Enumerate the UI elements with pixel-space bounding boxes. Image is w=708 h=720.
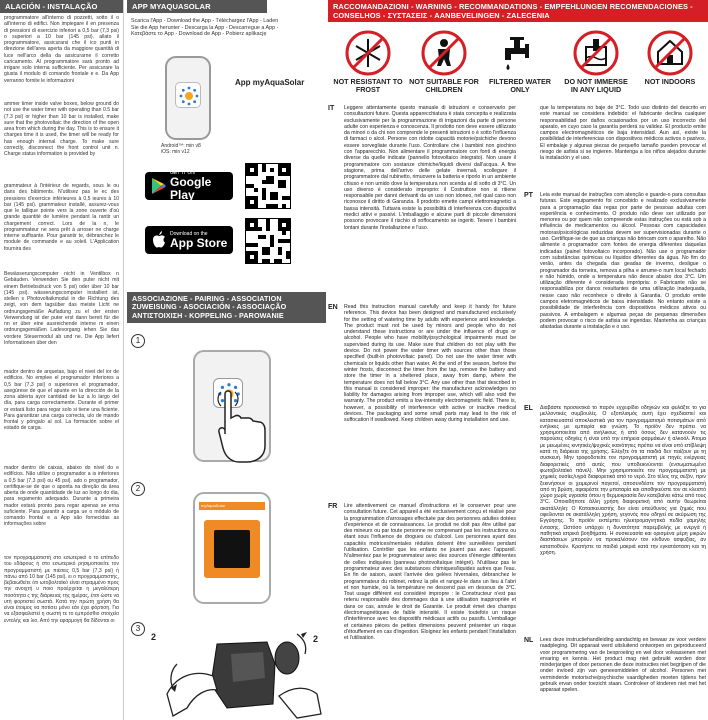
step-2-device-box (204, 520, 260, 578)
children-icon (421, 30, 467, 76)
installation-text-pt: mador dentro de caixas, abaixo do nível do e edifícios. Não utilize o programador a is inferiores a 0,5 bar (7,3 psi) ou 45 psi). ado o programador, certifique-se de que o aponta na direção da área aberta de onde quantidade de luz ao longo do dia, para regamento adequado. Durante a primeira mador estará pronto para regar apenas se erna suficiente. Para garantir a carga ue o módulo de comando frontal e a App são fornecidas as informações sobre (4, 465, 119, 528)
lang-code-el: EL (524, 405, 533, 412)
warnings-header: RACCOMANDAZIONI - WARNING - RECOMMANDATIONS - EMPFEHLUNGEN RECOMENDACIONES - CONSELHOS - ΣΥΣΤΑΣΕΙΣ - AANBEVELINGEN - ZALECENIA (328, 0, 708, 22)
device-removal-illustration (147, 624, 325, 720)
step-2-app-bar: myAquaSolar (199, 502, 265, 510)
warning-no-immerse-label: DO NOT IMMERSE IN ANY LIQUID (564, 77, 628, 94)
warning-frost (332, 30, 404, 94)
app-logo-icon (175, 82, 201, 108)
association-header: ASSOCIAZIONE - PAIRING - ASSOCIATION ZUWEISUNG - ASOCIACIÓN - ASSOCIAÇÃO ΑΝΤΙΣΤΟΙΧΙΣΗ - KOPPELING - PAROWANIE (127, 292, 326, 323)
warnings-column (328, 0, 708, 720)
app-store-badge[interactable] (145, 226, 233, 254)
warning-filtered-water (484, 30, 556, 94)
warning-no-immerse (560, 30, 632, 94)
lang-code-pt: PT (524, 192, 533, 199)
frost-icon (345, 30, 391, 76)
warning-frost-label: NOT RESISTANT TO FROST (333, 77, 403, 94)
warning-not-indoors-label: NOT INDOORS (644, 77, 696, 86)
warning-filtered-water-label: FILTERED WATER ONLY (488, 77, 552, 94)
app-store-big: App Store (170, 235, 228, 250)
installation-text-el: τον προγραμματιστή στο εσωτερικό ο το επίπεδο του εδάφους ή στο εσωτερικό ρησιμοποιείτε τον προγραμματιστή με πιέσεις 0,5 bar (7,3 psi) ή πάνω από 10 bar (145 psi). ει ο προγραμματιστής, βεβαιωθείτε ότι ωτοβολταϊκό είναι στραμμένο προς την ανοιχτή υ ποιο προέρχεται η μεγαλύτερη ποσότητα ς της διάρκειας της ημέρας, έτσι ώστε να υτή φορτιστεί σωστά. Κατά την πρώτη χρήση θα είναι έτοιμος να ποτίσει μόνο εάν έχει φόρτιση. Για να εξασφαλιστεί η σωστή τε το εμπρόσθιο στοιχείο εντολής και λιο. Από την εφαρμογή θα δίδονται οι (4, 555, 119, 624)
qr-code-ios (245, 218, 291, 264)
no-immerse-icon (573, 30, 619, 76)
installation-text-fr: grammateur à l'intérieur de regards, sous le ou dans des bâtiments. N'utilisez pas le ec des pressions d'exercice inférieures à 0,5 ieures à 10 bar (145 psi). grammateur installé, assurez-vous que le tallique pointe vers la zone ouverte d'où grande quantité de lumière pendant la rantir un chargement correct. Lors de la n, le programmateur ne sera prêt à arroser ne charge interne suffisante. Pour garantir te, débranchez le module de commande e au soleil. L'Application fournira des (4, 183, 119, 252)
step-2-number: 2 (131, 482, 145, 496)
step-3-number: 3 (131, 622, 145, 636)
google-play-big: Google Play (170, 175, 212, 202)
app-header: APP MYAQUASOLAR (127, 0, 267, 13)
no-indoor-icon (647, 30, 693, 76)
app-column (127, 0, 326, 720)
installation-text-de: Bewässerungscomputer nicht in Ventilbox n Gebäuden. Verwenden Sie den puter nicht mit einem Betriebsdruck von 5 psi) oder über 10 bar (145 psi). wässerungscomputer installiert ist, stellen s Photovoltaikmodul in die Richtung des zeigt, von dem tagsüber das meiste Licht ne ordnungsgemäße Aufladung zu el der ersten Verwendung ist der puter erst dann bereit für die nn er über eine ausreichende interne m einen ordnungsgemäßen Ladevorgang iehen Sie das vordere Steuermodul ab und ne. Die App liefert Informationen über den (4, 271, 119, 346)
warning-text-it: Leggere attentamente questo manuale di istruzioni e conservarlo per consultazioni future. Questa apparecchiatura è stata concepita e realizzata esclusivamente per la programmazione di irrigazioni da parte di persone adulte con esperienza e conoscenza. Il prodotto non deve essere utilizzato da minori o da chi non comprende le presenti istruzioni o è sotto l'influenza di farmaci o alcol. Persone con ridotte capacità motorie/psichiche devono essere sorvegliate durante l'uso. Controllare che i bambini non giochino con l'apparecchio. Non alimentare il programmatore con fonti di energia diverse da quelle indicate (pannello fotovoltaico integrato). Non usare il programmatore con sostanze chimiche/liquidi diversi dall'acqua. A fine stagione, prima dell'arrivo delle gelate invernali, scollegare il programmatore dal rubinetto, rimuovere la batteria e riporlo in un ambiente chiuso e non umido dove la temperatura non scenda al di sotto di 3°C. Un uso diverso è considerato improprio: il Costruttore non si ritiene responsabile per danni derivanti da un uso non idoneo, nel qual caso non riconosce il diritto di Garanzia. Il prodotto emette campi elettromagnetici a bassa intensità. Tuttavia esiste la possibilità di interferenza con dispositivi medici attivi e passivi. L'imballaggio e alcune parti di piccole dimensioni possono provocare il rischio di soffocamento se ingeriti. Tenere i bambini lontani durante l'installazione e l'uso. (344, 105, 516, 231)
tapping-hand-icon (211, 388, 281, 464)
lang-code-nl: NL (524, 637, 534, 644)
warning-not-indoors (634, 30, 706, 86)
google-play-badge[interactable] (145, 172, 233, 200)
lang-code-en: EN (328, 304, 338, 311)
app-store-small: Download on the (170, 230, 208, 237)
lang-code-fr: FR (328, 503, 338, 510)
app-name: App myAquaSolar (235, 78, 305, 87)
warning-children-label: NOT SUITABLE FOR CHILDREN (409, 77, 479, 94)
step-2-phone (193, 492, 271, 604)
installation-text-it: programmatore all'interno di pozzetti, sotto il o all'interno di edifici. Non impiegare il en presenza di pressioni di esercizio inferiori a 0,5 bar (7,3 psi) o superiori a 10 bar (145 psi). allato il programmatore, assicurarsi che il ico punti in direzione dell'area aperta da maggiore quantità di luce nell'arco della da assicurarne il corretto caricamento. Al programmatore sarà pronto ad irrigare solo interna sufficiente. Per assicurare la giusta il modulo di comando frontale e e. Da App verranno fornite le informazioni (4, 15, 119, 84)
tap-icon (497, 30, 543, 76)
apple-icon (152, 231, 166, 248)
app-download-intro: Scarica l'App - Download the App - Téléchargez l'App - Laden Sie die App herunter - Descarga la App - Descarregue a App - Κατεβάστε το App - Download de App - Pobierz aplikację (131, 18, 279, 38)
phone-illustration (165, 56, 211, 140)
installation-text-en: ammer timer inside valve boxes, below ground do not use the water timer with operating than 0.5 bar (7.3 psi) or higher than 10 bar is installed, make sure that the photovoltaic the direction of the open area from which during the day. This is to ensure it charges time it is used, the timer will be ready for has enough internal charge. To make sure correctly, disconnect the front control unit n. Charge status information is provided by (4, 101, 119, 157)
installation-column (0, 0, 124, 720)
warning-text-en: Read this instruction manual carefully and keep it handy for future reference. This device has been designed and manufactured exclusively for the setting of watering time by adults with experience and knowledge. The product must not be used by minors and people who do not understand these instructions or are under the influence of drugs or alcohol. People who have mobility/psychological impairments must be supervised during its use. Make sure that children do not play with the device. Do not power the water timer with sources other than those specified (built-in photovoltaic panel). Do not use the water timer with chemicals or liquids other than water. At the end of the season, before the winter frosts, disconnect the timer from the tap, remove the battery and store the timer in a sheltered place, away from damp, where the temperature does not fall below 3°C. Any use other than that described in this manual is considered improper: the manufacturer acknowledges no liability for damages arising from improper use, which will also void the warranty. The product emits a low-intensity electromagnetic field. There is, however, a possibility of interference with active or inactive medical devices. The packaging and some small parts may lead to the risk of suffocation if swallowed. Keep children away during installation and use. (344, 304, 516, 424)
lang-code-it: IT (328, 105, 335, 112)
installation-text-es: mador dentro de arquetas, bajo el nivel del ior de edificios. No emplee el programador inferiores a 0,5 bar (7,3 psi) o superiores el programador, asegúrese de que el apunte en la dirección de la zona abierta ayor cantidad de luz a lo largo del día, para carga correctamente. Durante el primer or estará listo para regar solo si tiene una ficiente. Para garantizar una carga correcta, ulo de mando frontal y póngalo al sol. La formación sobre el estado de carga. (4, 369, 119, 432)
installation-header: ALACIÓN - INSTALAÇÃO (0, 0, 123, 13)
warning-text-fr: Lire attentivement ce manuel d'instructions et le conserver pour une consultation future. Cet appareil a été exclusivement conçu et réalisé pour la programmation d'arrosages effectuée par des personnes adultes dotées d'expérience et de connaissances. Le produit ne doit pas être utilisé par des mineurs ou par toute personne ne comprenant pas les instructions ou étant sous l'influence de drogues ou d'alcool. Les personnes ayant des capacités motrices/mentales réduites doivent être surveillées pendant l'utilisation. Contrôler que les enfants ne jouent pas avec l'appareil. N'alimentez pas le programmateur avec des sources d'énergie différentes de celles indiquées (panneau photovoltaïque intégré). N'utilisez pas le programmateur avec des substances chimiques/liquides autres que l'eau. En fin de saison, avant l'arrivée des gelées hivernales, débranchez le programmateur du robinet, retirez la pile et rangez-le dans un lieu à l'abri et non humide, où la température ne descend pas en dessous de 3°C. Tout usage différent est considéré impropre : le Constructeur n'est pas retenu responsable des dommages dus à une utilisation inappropriée et dans ce cas, annule le droit de Garantie. Le produit émet des champs électromagnétiques de faible intensité. Il existe toutefois un risque d'interférence avec les dispositifs médicaux actifs ou passifs. L'emballage et certaines pièces de petites dimensions peuvent présenter un risque d'étouffement en cas d'ingestion. Éloignez les enfants pendant l'installation et l'utilisation. (344, 503, 516, 642)
step-1-number: 1 (131, 334, 145, 348)
warning-text-es-continued: que la temperatura no baje de 3°C. Todo uso distinto del descrito en este manual se considera indebido: el fabricante declina cualquier responsabilidad por daños ocasionados por un uso incorrecto del aparato, en cuyo caso la garantía perderá su validez. El producto emite campos electromagnéticos de baja intensidad. Aun así, existe la posibilidad de interferencias con dispositivos médicos activos o pasivos. El embalaje y algunas piezas de pequeño tamaño pueden provocar el riesgo de asfixia si se ingieren. Mantenga a los niños alejados durante la instalación y el uso. (540, 105, 706, 162)
warning-text-pt: Leia este manual de instruções com atenção e guarde-o para consultas futuras. Este equipamento foi concebido e realizado exclusivamente para a programação das regas por parte de pessoas adultas com experiência e conhecimento. O produto não deve ser utilizado por menores ou por quem não compreende estas instruções ou está sob a influência de medicamentos ou álcool. Pessoas com capacidades motoras/psicológicas reduzidas devem ser supervisionadas durante o uso. Certifique-se de que as crianças não brincam com o aparelho. Não alimente o programador com fontes de energia diferentes daquelas indicadas (painel fotovoltaico incorporado). Não use o programador com substâncias químicas ou líquidos diferentes da água. No fim do verão, antes da chegada das geadas de inverno, desligue o programador da torneira, remova a pilha e arrume-o num local fechado e não húmido, onde a temperatura não desce abaixo dos 3°C. Um utilização diferente é considerada imprópria: o Fabricante não se responsabiliza por danos resultantes de uma utilização inadequada, nesse caso não reconhece o direito à Garantia. O produto emite campos eletromagnéticos de baixa intensidade. No entanto existe a possibilidade de interferência com dispositivos médicos ativos ou passivos. A embalagem e algumas peças de pequenas dimensões podem provocar o risco de asfixia se ingeridas. Mantenha as crianças afastadas durante a instalação e o uso. (540, 192, 706, 331)
warning-text-nl: Lees deze instructiehandleiding aandachtig en bewaar ze voor verdere raadpleging. Dit apparaat werd uitsluitend ontworpen en geproduceerd voor programmering van de besproeiing en wel door volwassenen met ervaring en kennis. Het product mag niet gebruikt worden door minderjarigen of door personen die deze instructies niet begrijpen of die onder invloed zijn van geneesmiddelen of alcohol. Personen met verminderde motorische/psychische vaardigheden moeten tijdens het gebruik ervan onder toezicht staan. Controleer of kinderen niet met het apparaat spelen. (540, 637, 706, 694)
google-play-small: GET IT ON (170, 170, 195, 176)
warning-children (408, 30, 480, 94)
step-3-arrow-label-left: 2 (151, 632, 157, 642)
warning-text-el: Διαβάστε προσεκτικά το παρόν εγχειρίδιο οδηγιών και φυλάξτε το για μελλοντικές συμβουλές. Ο εξοπλισμός αυτή έχει σχεδιαστεί και κατασκευαστεί αποκλειστικά για τον προγραμματισμό ποτισμάτων από ενήλικες με εμπειρία και γνώση. Το προϊόν δεν πρέπει να χρησιμοποιείται από ανήλικους ή από όσους δεν κατανοούν τις παρούσες οδηγίες ή είναι υπό την επήρεια φαρμάκων ή αλκοόλ. Άτομα με μειωμένες κινητικές/ψυχικές ικανότητες πρέπει να είναι υπό επίβλεψη κατά τη διάρκεια της χρήσης. Ελέγξτε ότι τα παιδιά δεν παίζουν με τη συσκευή. Μην τροφοδοτείτε τον προγραμματιστή με πηγές ενέργειας διαφορετικές από αυτές που υποδεικνύονται (ενσωματωμένο φωτοβολταϊκό πάνελ). Μην χρησιμοποιείτε τον προγραμματιστή με χημικές ουσίες/υγρά διαφορετικά από το νερό. Στο τέλος της σεζόν, πριν ξεκινήσουν οι χειμερινοί παγετοί, αποσυνδέστε τον προγραμματιστή από τη βρύση, αφαιρέστε την μπαταρία και αποθηκεύστε τον σε κλειστό χώρο χωρίς υγρασία όπου η θερμοκρασία δεν κατεβαίνει κάτω από τους 3°C. Οποιαδήποτε άλλη χρήση διαφορετική από αυτήν θεωρείται ακατάλληλη: Ο Κατασκευαστής δεν είναι υπεύθυνος για ζημιές που οφείλονται σε ακατάλληλη χρήση, γεγονός που οδηγεί σε ακύρωση της Εγγύησης. Το προϊόν εκπέμπει ηλεκτρομαγνητικά πεδία χαμηλής έντασης. Ωστόσο υπάρχει η δυνατότητα παρεμβολής με ενεργά ή παθητικά ιατρικά βοηθήματα. Η συσκευασία και ορισμένα μέρη μικρών διαστάσεων μπορούν να προκαλέσουν τον κίνδυνο ασφυξίας, αν καταποθούν. Κρατήστε τα παιδιά μακριά κατά την εγκατάσταση και τη χρήση. (540, 405, 706, 556)
google-play-icon (152, 178, 166, 194)
step-3-arrow-label-right: 2 (313, 634, 319, 644)
qr-code-android (245, 163, 291, 209)
os-requirements: Android™: min v8 iOS: min v12 (161, 143, 201, 155)
